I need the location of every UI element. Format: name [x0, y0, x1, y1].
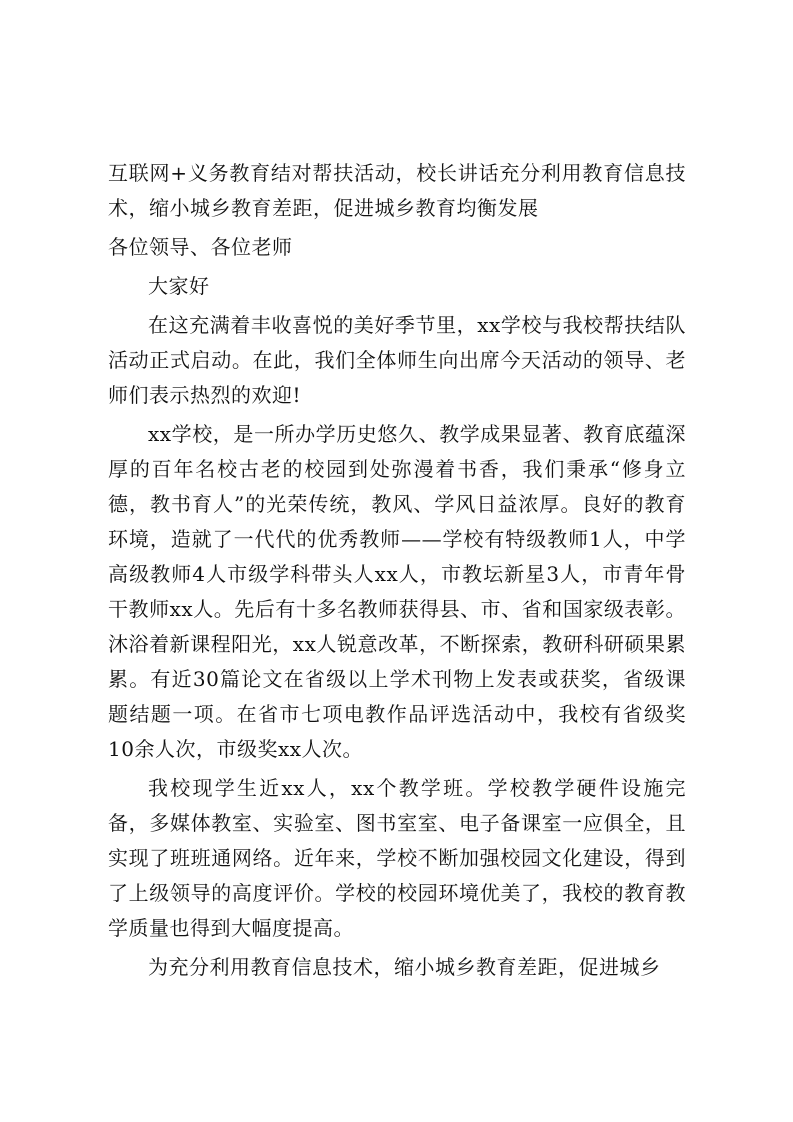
document-title: 互联网+义务教育结对帮扶活动，校长讲话充分利用教育信息技术，缩小城乡教育差距，促进城乡教育均衡发展 — [108, 161, 686, 220]
paragraph-welcome: 在这充满着丰收喜悦的美好季节里，xx学校与我校帮扶结队活动正式启动。在此，我们全体师生向出席今天活动的领导、老师们表示热烈的欢迎! — [108, 313, 686, 407]
paragraph-purpose: 为充分利用教育信息技术，缩小城乡教育差距，促进城乡 — [148, 955, 661, 979]
salutation: 各位领导、各位老师 — [108, 235, 293, 259]
paragraph-school-history: xx学校，是一所办学历史悠久、教学成果显著、教育底蕴深厚的百年名校古老的校园到处弥漫着书香，我们秉承“修身立德，教书育人”的光荣传统，教风、学风日益浓厚。良好的教育环境，造就了一代代的优秀教师——学校有特级教师1人，中学高级教师4人市级学科带头人xx人，市教坛新星3人，市青年骨干教师xx人。先后有十多名教师获得县、市、省和国家级表彰。沐浴着新课程阳光，xx人锐意改革，不断探索，教研科研硕果累累。有近30篇论文在省级以上学术刊物上发表或获奖，省级课题结题一项。在省市七项电教作品评选活动中，我校有省级奖10余人次，市级奖xx人次。 — [108, 422, 686, 761]
document-body — [108, 156, 686, 989]
greeting: 大家好 — [148, 274, 210, 298]
paragraph-school-facilities: 我校现学生近xx人，xx个教学班。学校教学硬件设施完备，多媒体教室、实验室、图书室室、电子备课室一应俱全，且实现了班班通网络。近年来，学校不断加强校园文化建设，得到了上级领导的高度评价。学校的校园环境优美了，我校的教育教学质量也得到大幅度提高。 — [108, 776, 686, 940]
